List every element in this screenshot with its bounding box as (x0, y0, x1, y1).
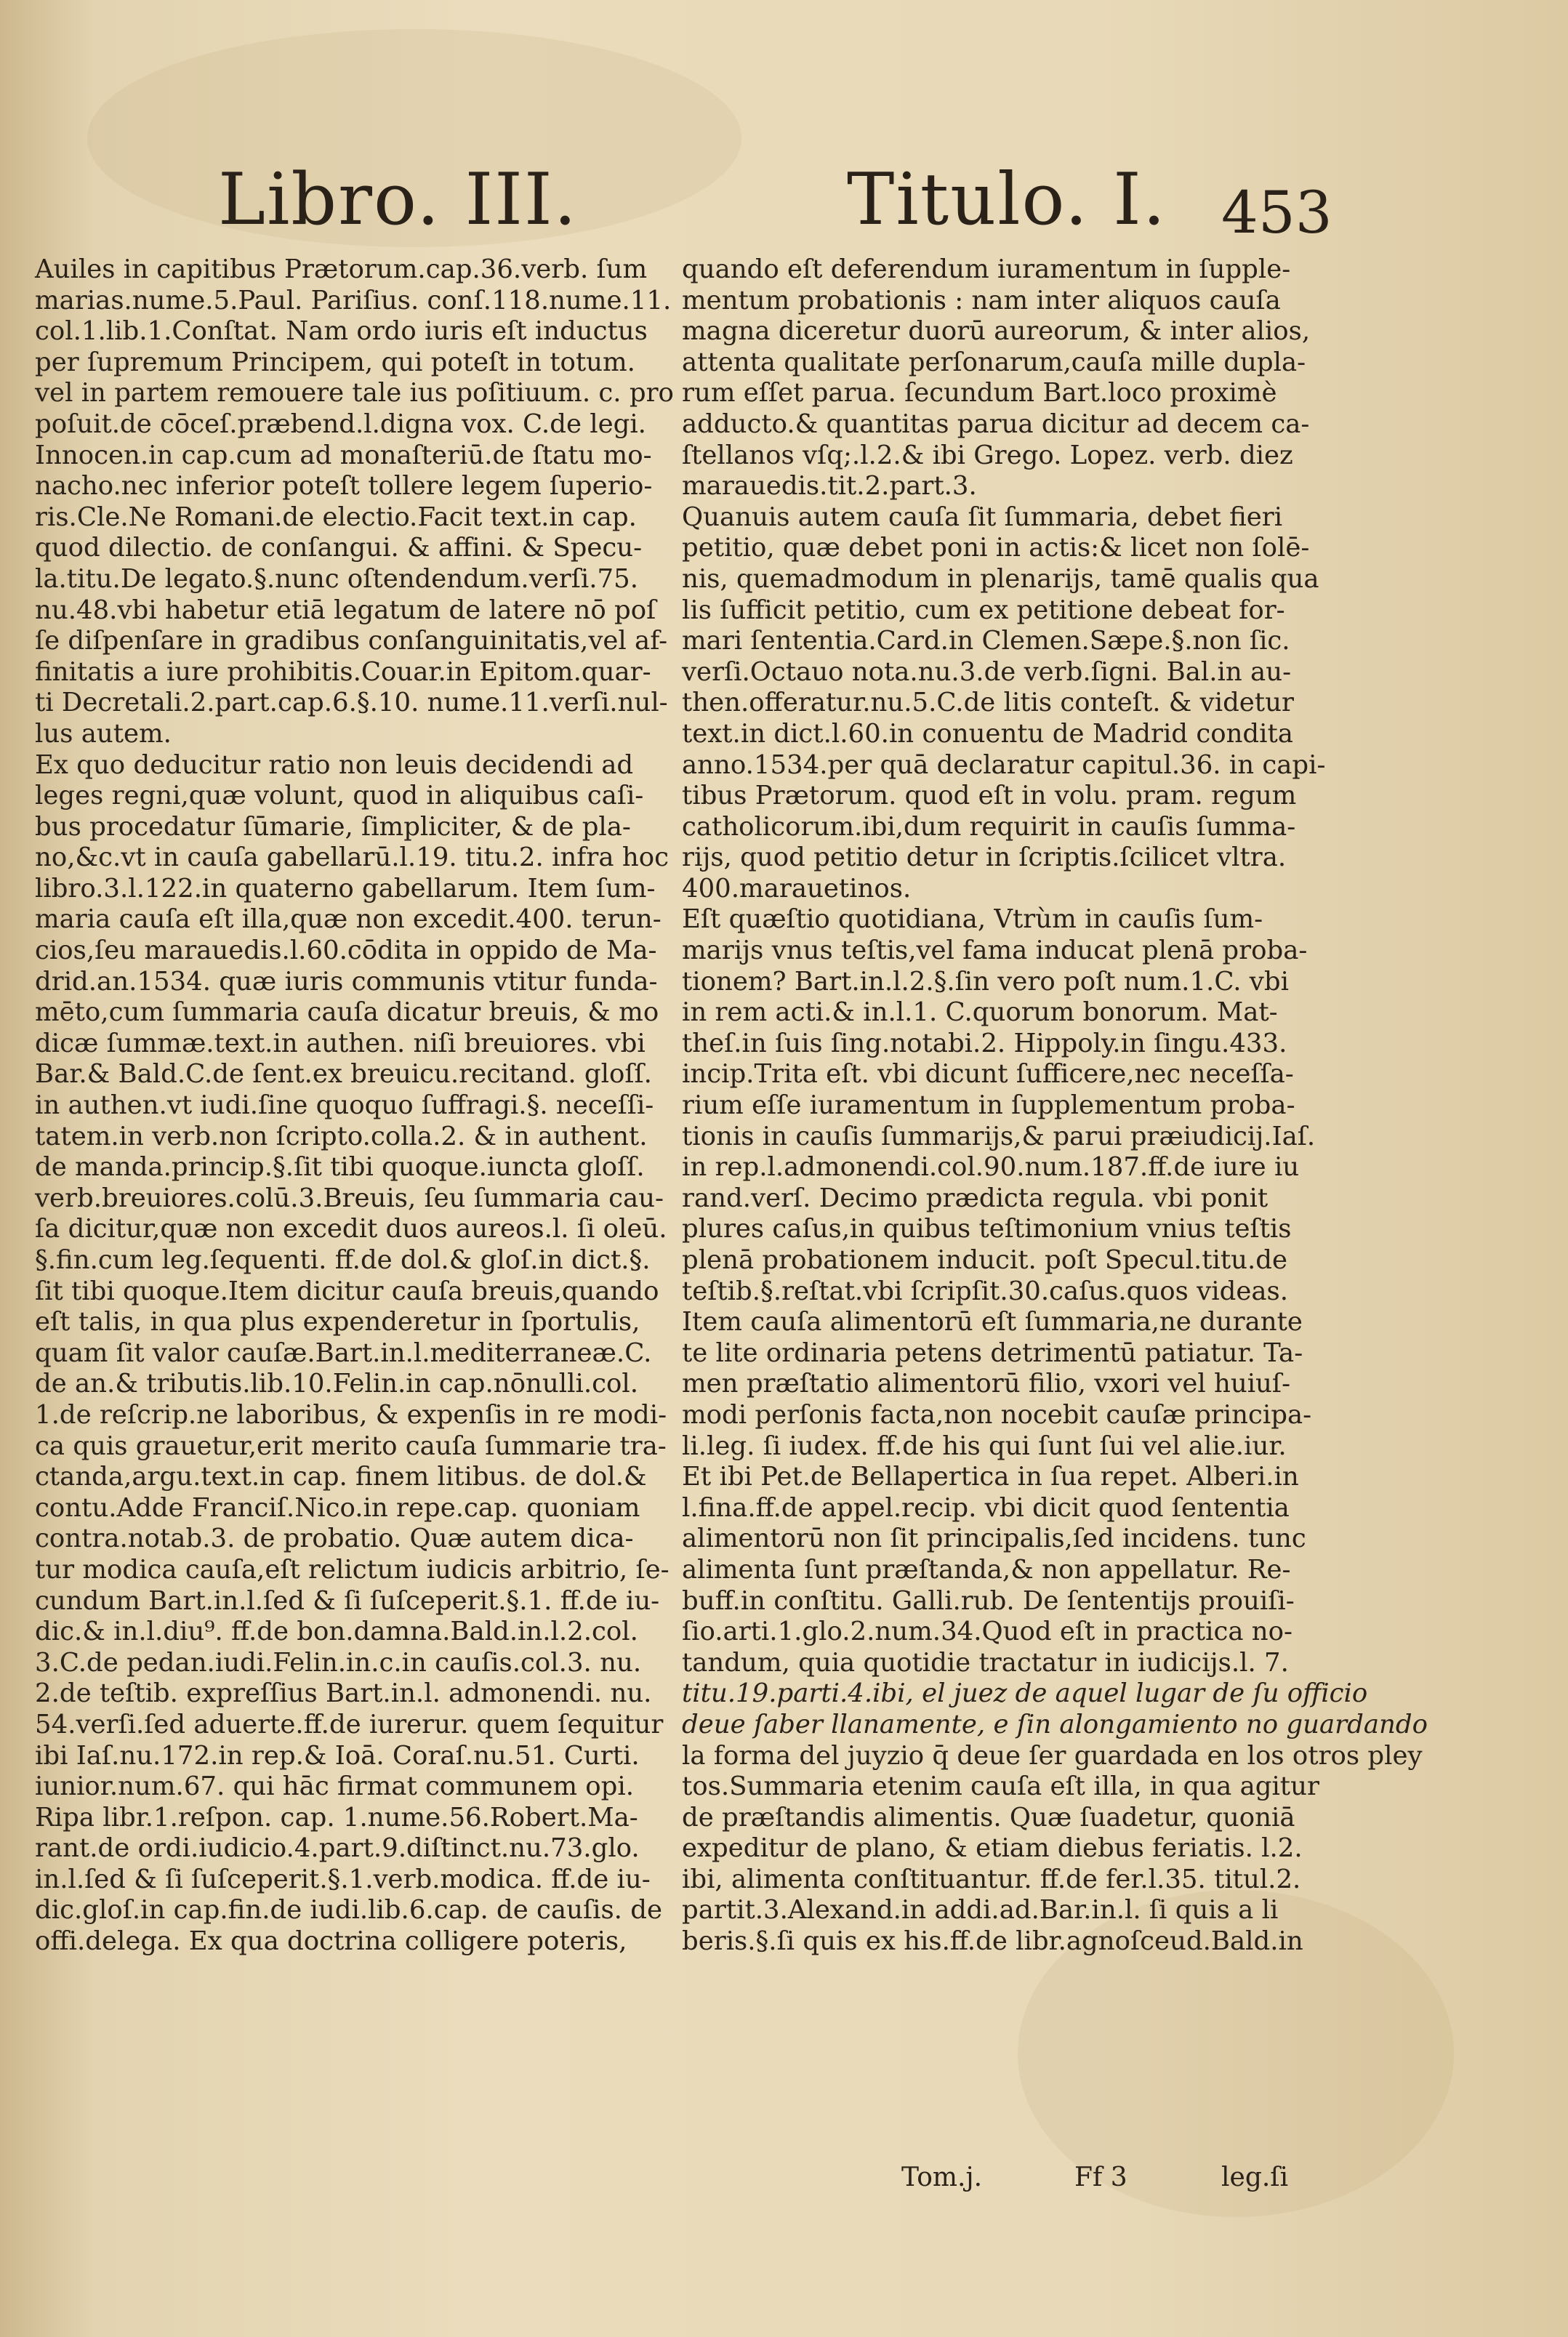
text-line: la.titu.De legato.§.nunc oſtendendum.verſi.75. (35, 563, 638, 594)
text-line: Quanuis autem cauſa ſit ſummaria, debet fieri (682, 502, 1283, 532)
text-line: ſa dicitur,quæ non excedit duos aureos.l. ſi oleū. (35, 1214, 667, 1244)
text-line: rijs, quod petitio detur in ſcriptis.ſcilicet vltra. (682, 842, 1287, 873)
text-line: no,&c.vt in cauſa gabellarū.l.19. titu.2. infra hoc (35, 842, 669, 873)
text-line: marias.nume.5.Paul. Pariſius. conſ.118.nume.11. (35, 285, 672, 315)
text-line: in authen.vt iudi.ſine quoquo ſuffragi.§. neceſſi- (35, 1090, 654, 1121)
text-line: li.leg. ſi iudex. ff.de his qui ſunt ſui vel alie.iur. (682, 1431, 1287, 1461)
text-line: incip.Trita eſt. vbi dicunt ſufficere,nec neceſſa- (682, 1059, 1294, 1090)
text-line: text.in dict.l.60.in conuentu de Madrid condita (682, 718, 1293, 749)
text-line: tionis in cauſis ſummarijs,& parui præiudicij.Iaſ. (682, 1121, 1316, 1151)
text-line: rum eſſet parua. ſecundum Bart.loco proximè (682, 378, 1277, 409)
text-line: l.fina.ff.de appel.recip. vbi dicit quod ſententia (682, 1492, 1290, 1523)
text-line: tibus Prætorum. quod eſt in volu. pram. regum (682, 781, 1297, 811)
text-line: mēto,cum ſummaria cauſa dicatur breuis, & mo (35, 997, 659, 1028)
text-line: ſit tibi quoque.Item dicitur cauſa breuis,quando (35, 1276, 659, 1306)
text-line: quod dilectio. de conſangui. & affini. & Specu- (35, 533, 643, 563)
book-label: Libro. III. (218, 158, 578, 241)
text-line: men præſtatio alimentorū filio, vxori vel huiuſ- (682, 1369, 1291, 1399)
text-line: tionem? Bart.in.l.2.§.ſin vero poſt num.1.C. vbi (682, 966, 1289, 997)
text-line: quando eſt deferendum iuramentum in ſupple- (682, 254, 1291, 284)
text-line: petitio, quæ debet poni in actis:& licet non ſolē- (682, 533, 1310, 563)
text-line: catholicorum.ibi,dum requirit in cauſis ſumma- (682, 811, 1296, 842)
text-line: in rem acti.& in.l.1. C.quorum bonorum. Mat- (682, 997, 1278, 1028)
page-footer (0, 2163, 1568, 2199)
text-line: partit.3.Alexand.in addi.ad.Bar.in.l. ſi quis a li (682, 1895, 1279, 1926)
text-line: ibi, alimenta conſtituantur. ff.de fer.l.35. titul.2. (682, 1864, 1301, 1894)
text-line: in rep.l.admonendi.col.90.num.187.ff.de iure iu (682, 1152, 1300, 1183)
text-line: maria cauſa eſt illa,quæ non excedit.400. terun- (35, 904, 662, 935)
text-line: Ripa libr.1.reſpon. cap. 1.nume.56.Robert.Ma- (35, 1802, 638, 1833)
text-line: modi perſonis facta,non nocebit cauſæ principa- (682, 1399, 1312, 1430)
text-line: cios,ſeu marauedis.l.60.cōdita in oppido de Ma- (35, 936, 657, 966)
text-line: 1.de reſcrip.ne laboribus, & expenſis in re modi- (35, 1399, 667, 1430)
text-line: adducto.& quantitas parua dicitur ad decem ca- (682, 409, 1310, 439)
text-line: alimentorū non ſit principalis,ſed incidens. tunc (682, 1524, 1306, 1554)
text-line: offi.delega. Ex qua doctrina colligere poteris, (35, 1926, 627, 1957)
text-line: libro.3.l.122.in quaterno gabellarum. Item ſum- (35, 873, 656, 904)
text-line: in.l.ſed & ſi ſuſceperit.§.1.verb.modica. ff.de iu- (35, 1864, 651, 1894)
text-line: ſio.arti.1.glo.2.num.34.Quod eſt in practica no- (682, 1617, 1293, 1647)
text-line: dic.gloſ.in cap.fin.de iudi.lib.6.cap. de cauſis. de (35, 1895, 662, 1926)
volume-mark: Tom.j. (901, 2163, 983, 2192)
text-line: Innocen.in cap.cum ad monaſteriū.de ſtatu mo- (35, 440, 652, 470)
text-line: nu.48.vbi habetur etiā legatum de latere nō poſ (35, 595, 656, 625)
text-line: ſe diſpenſare in gradibus conſanguinitatis,vel af- (35, 626, 668, 656)
title-label: Titulo. I. (847, 158, 1167, 241)
text-line: mari ſententia.Card.in Clemen.Sæpe.§.non ſic. (682, 626, 1290, 656)
text-line: deue ſaber llanamente, e ſin alongamiento no guardando (682, 1709, 1428, 1739)
text-line: Et ibi Pet.de Bellapertica in ſua repet. Alberi.in (682, 1462, 1299, 1492)
text-line: plenā probationem inducit. poſt Specul.titu.de (682, 1245, 1288, 1275)
text-line: 54.verſi.ſed aduerte.ff.de iurerur. quem ſequitur (35, 1709, 664, 1739)
text-line: te lite ordinaria petens detrimentū patiatur. Ta- (682, 1338, 1303, 1368)
text-line: then.offeratur.nu.5.C.de litis conteſt. & videtur (682, 688, 1294, 718)
left-column (35, 254, 674, 1958)
text-line: Ex quo deducitur ratio non leuis decidendi ad (35, 749, 634, 780)
text-line: rand.verſ. Decimo prædicta regula. vbi ponit (682, 1183, 1269, 1213)
text-line: ibi Iaſ.nu.172.in rep.& Ioā. Coraſ.nu.51. Curti. (35, 1740, 640, 1771)
text-line: tos.Summaria etenim cauſa eſt illa, in qua agitur (682, 1771, 1319, 1802)
text-line: de an.& tributis.lib.10.Felin.in cap.nōnulli.col. (35, 1369, 639, 1399)
text-line: tur modica cauſa,eſt relictum iudicis arbitrio, ſe- (35, 1554, 670, 1585)
text-line: ris.Cle.Ne Romani.de electio.Facit text.in cap. (35, 502, 637, 532)
text-line: ctanda,argu.text.in cap. finem litibus. de dol.& (35, 1462, 647, 1492)
text-line: drid.an.1534. quæ iuris communis vtitur funda- (35, 966, 658, 997)
text-line: marauedis.tit.2.part.3. (682, 471, 977, 502)
text-line: verb.breuiores.colū.3.Breuis, ſeu ſummaria cau- (35, 1183, 664, 1213)
text-line: alimenta ſunt præſtanda,& non appellatur. Re- (682, 1554, 1291, 1585)
text-line: theſ.in ſuis ſing.notabi.2. Hippoly.in ſingu.433. (682, 1028, 1287, 1058)
text-line: nis, quemadmodum in plenarijs, tamē qualis qua (682, 563, 1319, 594)
running-header (0, 156, 1568, 244)
text-line: ca quis grauetur,erit merito cauſa ſummarie tra- (35, 1431, 667, 1461)
text-line: verſi.Octauo nota.nu.3.de verb.ſigni. Bal.in au- (682, 656, 1292, 687)
text-line: de præſtandis alimentis. Quæ ſuadetur, quoniā (682, 1802, 1295, 1833)
text-line: bus procedatur ſūmarie, ſimpliciter, & de pla- (35, 811, 631, 842)
text-line: 400.marauetinos. (682, 873, 912, 904)
text-line: Auiles in capitibus Prætorum.cap.36.verb. ſum (35, 254, 648, 284)
text-line: la forma del juyzio q̄ deue ſer guardada en los otros pley (682, 1740, 1423, 1771)
right-column (682, 254, 1428, 1958)
text-line: tandum, quia quotidie tractatur in iudicijs.l. 7. (682, 1647, 1289, 1678)
text-line: buff.in conſtitu. Galli.rub. De ſententijs prouiſi- (682, 1585, 1295, 1616)
text-line: magna diceretur duorū aureorum, & inter alios, (682, 316, 1311, 347)
text-line: contra.notab.3. de probatio. Quæ autem dica- (35, 1524, 634, 1554)
text-line: lis ſufficit petitio, cum ex petitione debeat for- (682, 595, 1285, 625)
text-line: Eſt quæſtio quotidiana, Vtrùm in cauſis ſum- (682, 904, 1263, 935)
text-line: leges regni,quæ volunt, quod in aliquibus caſi- (35, 781, 644, 811)
text-line: contu.Adde Franciſ.Nico.in repe.cap. quoniam (35, 1492, 640, 1523)
signature-mark: Ff 3 (1074, 2163, 1127, 2192)
page-number: 453 (1221, 179, 1332, 246)
text-line: ti Decretali.2.part.cap.6.§.10. nume.11.verſi.nul- (35, 688, 668, 718)
text-line: eſt talis, in qua plus expenderetur in ſportulis, (35, 1307, 640, 1338)
text-line: cundum Bart.in.l.ſed & ſi ſuſceperit.§.1. ff.de iu- (35, 1585, 660, 1616)
text-line: vel in partem remouere tale ius poſitiuum. c. pro (35, 378, 674, 409)
text-line: ſtellanos vſq;.l.2.& ibi Grego. Lopez. verb. diez (682, 440, 1293, 470)
text-line: beris.§.ſi quis ex his.ff.de libr.agnoſceud.Bald.in (682, 1926, 1303, 1957)
text-line: rium eſſe iuramentum in ſupplementum proba- (682, 1090, 1295, 1121)
text-line: marijs vnus teſtis,vel fama inducat plenā proba- (682, 936, 1308, 966)
text-line: 3.C.de pedan.iudi.Felin.in.c.in cauſis.col.3. nu. (35, 1647, 642, 1678)
text-line: dicæ ſummæ.text.in authen. niſi breuiores. vbi (35, 1028, 646, 1058)
text-line: plures caſus,in quibus teſtimonium vnius teſtis (682, 1214, 1292, 1244)
text-line: quam ſit valor cauſæ.Bart.in.l.mediterraneæ.C. (35, 1338, 652, 1368)
text-line: finitatis a iure prohibitis.Couar.in Epitom.quar- (35, 656, 651, 687)
text-line: mentum probationis : nam inter aliquos cauſa (682, 285, 1281, 315)
text-line: titu.19.parti.4.ibi, el juez de aquel lugar de ſu officio (682, 1678, 1368, 1709)
text-line: §.fin.cum leg.ſequenti. ff.de dol.& gloſ.in dict.§. (35, 1245, 651, 1275)
text-line: lus autem. (35, 718, 172, 749)
text-line: Item cauſa alimentorū eſt ſummaria,ne durante (682, 1307, 1303, 1338)
text-line: per ſupremum Principem, qui poteſt in totum. (35, 347, 635, 377)
text-line: dic.& in.l.diu⁹. ff.de bon.damna.Bald.in.l.2.col. (35, 1617, 638, 1647)
text-line: teſtib.§.reſtat.vbi ſcripſit.30.caſus.quos videas. (682, 1276, 1288, 1306)
text-line: rant.de ordi.iudicio.4.part.9.diſtinct.nu.73.glo. (35, 1833, 640, 1864)
text-line: expeditur de plano, & etiam diebus feriatis. l.2. (682, 1833, 1303, 1864)
text-line: nacho.nec inferior poteſt tollere legem ſuperio- (35, 471, 653, 502)
text-line: col.1.lib.1.Conſtat. Nam ordo iuris eſt inductus (35, 316, 648, 347)
text-line: de manda.princip.§.ſit tibi quoque.iuncta gloſſ. (35, 1152, 645, 1183)
text-line: tatem.in verb.non ſcripto.colla.2. & in authent. (35, 1121, 648, 1151)
text-line: poſuit.de cōceſ.præbend.l.digna vox. C.de legi. (35, 409, 646, 439)
text-line: 2.de teſtib. expreſſius Bart.in.l. admonendi. nu. (35, 1678, 652, 1709)
text-line: anno.1534.per quā declaratur capitul.36. in capi- (682, 749, 1326, 780)
text-line: iunior.num.67. qui hāc firmat communem opi. (35, 1771, 635, 1802)
text-line: Bar.& Bald.C.de ſent.ex breuicu.recitand. gloſſ. (35, 1059, 652, 1090)
catchword: leg.ſi (1221, 2163, 1289, 2192)
text-line: attenta qualitate perſonarum,cauſa mille dupla- (682, 347, 1306, 377)
